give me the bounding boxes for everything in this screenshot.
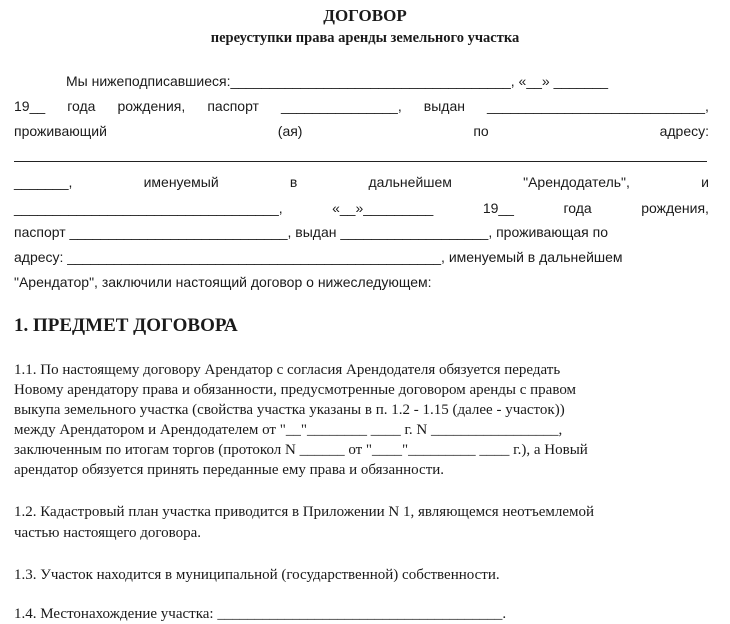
intro-word: проживающий xyxy=(14,123,107,139)
intro-word: 19__ xyxy=(14,98,46,114)
intro-word: рождения, xyxy=(117,98,186,114)
clause-1-4: 1.4. Местонахождение участка: ______________________________________. xyxy=(14,606,507,622)
intro-line-7: адресу: ________________________________________________, именуемый в дальнейшем xyxy=(14,249,623,265)
intro-word: рождения, xyxy=(641,200,709,216)
intro-word: именуемый xyxy=(143,174,219,190)
intro-line-8: "Арендатор", заключили настоящий договор о нижеследующем: xyxy=(14,274,432,290)
intro-word: ____________________________, xyxy=(487,98,709,114)
intro-word: _______________, xyxy=(281,98,402,114)
intro-word: выдан xyxy=(423,98,465,114)
clause-1-1-line: выкупа земельного участка (свойства участка указаны в п. 1.2 - 1.15 (далее - участок)) xyxy=(14,402,565,418)
clause-1-1-line: арендатор обязуется принять переданные ему права и обязанности. xyxy=(14,462,445,478)
intro-line-6: паспорт ____________________________, выдан ___________________, проживающая по xyxy=(14,224,608,240)
clause-1-1-line: заключенным по итогам торгов (протокол N ______ от "____"_________ ____ г.), а Новый xyxy=(14,442,588,458)
intro-word: (ая) xyxy=(277,123,303,139)
clause-1-1-line: между Арендатором и Арендодателем от "__"________ ____ г. N _________________, xyxy=(14,422,563,438)
intro-word: и xyxy=(701,174,709,190)
section-heading: 1. ПРЕДМЕТ ДОГОВОРА xyxy=(14,315,238,336)
intro-line-4 xyxy=(14,172,709,192)
intro-line-5 xyxy=(14,198,709,218)
intro-word: года xyxy=(563,200,592,216)
clause-1-1-line: Новому арендатору права и обязанности, предусмотренные договором аренды с правом xyxy=(14,382,577,398)
intro-word: "Арендодатель", xyxy=(523,174,630,190)
intro-word: года xyxy=(67,98,96,114)
intro-word: _______, xyxy=(14,174,73,190)
intro-word: 19__ xyxy=(482,200,514,216)
clause-1-1-line: 1.1. По настоящему договору Арендатор с согласия Арендодателя обязуется передать xyxy=(14,362,561,378)
intro-word: адресу: xyxy=(659,123,709,139)
clause-1-2-line: 1.2. Кадастровый план участка приводится в Приложении N 1, являющемся неотъемлемой xyxy=(14,504,595,520)
intro-word: дальнейшем xyxy=(368,174,452,190)
document-subtitle: переуступки права аренды земельного участка xyxy=(210,30,520,46)
clause-1-3: 1.3. Участок находится в муниципальной (государственной) собственности. xyxy=(14,567,500,583)
intro-word: по xyxy=(473,123,489,139)
intro-word: __________________________________, xyxy=(14,200,283,216)
intro-word: в xyxy=(289,174,298,190)
intro-line-1: Мы нижеподписавшиеся:____________________________________, «__» _______ xyxy=(66,73,609,89)
intro-word: «__»_________ xyxy=(332,200,434,216)
fill-in-line xyxy=(14,161,707,162)
intro-line-3 xyxy=(14,121,709,141)
intro-line-2 xyxy=(14,96,709,116)
intro-word: паспорт xyxy=(207,98,259,114)
clause-1-2-line: частью настоящего договора. xyxy=(14,525,202,541)
document-title: ДОГОВОР xyxy=(323,6,407,25)
